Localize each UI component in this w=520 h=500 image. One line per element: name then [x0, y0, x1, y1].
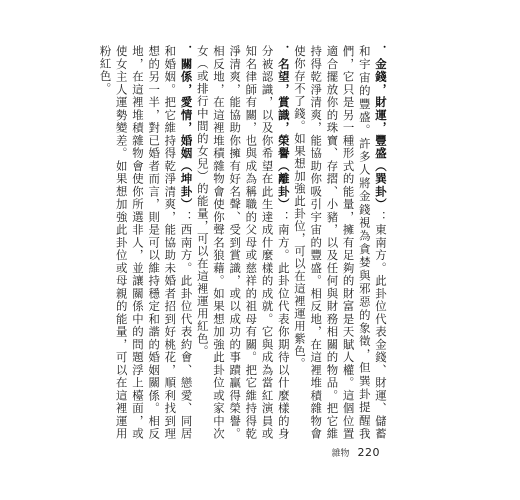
section-relationship: [97, 45, 194, 440]
section-body-fame: ：南方。此卦位代表你期待以什麼樣的身分被認識，以及你希望在此生達成什麼樣的成就。它與成為當紅演員或知名律師有關，也與成為稱職的父母或慈祥的祖母有關。把它維持得乾淨清爽，能協助你擁有好名聲、受到賞識，或以成功的事蹟贏得榮譽。相反地，在這裡堆積雜物會使你聲名狼藉。如果想加強此卦位或家中次女（或排行中間的女兒）的能量，可以在這裡運用紅色。: [195, 45, 291, 440]
section-wealth: [292, 45, 389, 440]
section-body-wealth: ：東南方。此卦位代表金錢、財運、儲蓄和宇宙的豐盛。許多人將金錢視為貪婪與邪惡的象徵，但巽卦提醒我們，它只是另一種形式的能量，擁有足夠的財富是天賦人權。這個位置適合擺放你的珠寶、存摺、小豬，以及任何與財務相關的物品。把它維持得乾淨清爽，能協助你吸引宇宙的豐盛。相反地，在這裡堆積雜物會使你存不了錢。如果想加強此卦位，可以在這裡運用紫色。: [292, 45, 388, 440]
section-heading-relationship: ．關係，愛情，婚姻（坤卦）: [179, 45, 194, 211]
running-title: 雜物: [331, 449, 350, 459]
section-heading-fame: ．名望，賞識，榮譽（離卦）: [276, 45, 291, 211]
section-fame: [195, 45, 292, 440]
page-number: 220: [357, 446, 380, 459]
section-body-relationship: ：西南方。此卦位代表約會、戀愛、同居和婚姻。把它維持得乾淨清爽，能協助未婚者招到好桃花，順利找到理想的另一半，對已婚者而言，則是可以維持穩定和諧的婚姻關係。相反地，在這裡堆積雜物會使你所選非人，並讓關係中的問題浮上檯面，或使女主人運勢變差。如果想加強此卦位或母親的能量，可以在這裡運用粉紅色。: [98, 45, 194, 440]
section-heading-wealth: ．金錢，財運，豐盛（巽卦）: [374, 45, 388, 211]
page-footer: [331, 446, 380, 459]
vertical-text-block: [98, 45, 389, 440]
